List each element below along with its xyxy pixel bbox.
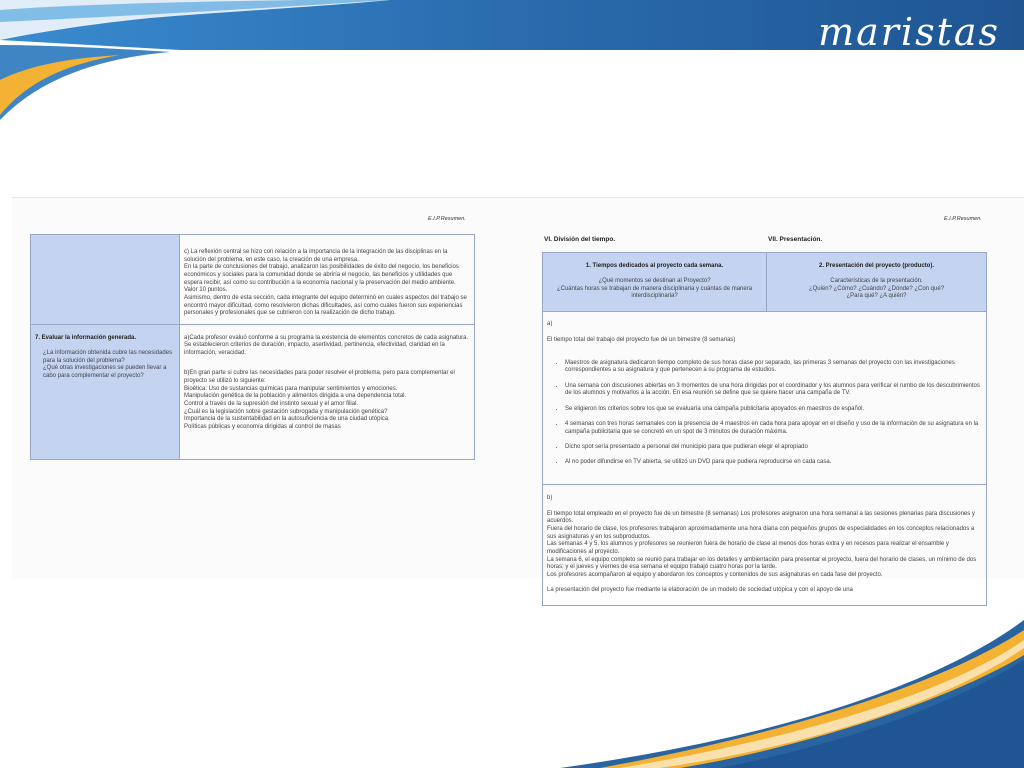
time-header-sub: ¿Qué momentos se destinan al Proyecto? ¿Cuántas horas se trabajan de manera disciplinaria y cuántas de manera interdisciplinaria? (556, 278, 753, 300)
table-row (31, 325, 475, 460)
section-presentation-title: VII. Presentación. (768, 236, 823, 243)
list-item: • Maestros de asignatura dedicaron tiempo completo de sus horas clase por separado, las primeras 3 semanas del proyecto con las investigaciones correspondientes a su asignatura y que pertenecen a su programa de estudios. (565, 360, 982, 375)
table-row (543, 311, 987, 485)
time-header-cell (543, 253, 767, 312)
right-page-header: E.I.P.Resumen. (944, 216, 982, 222)
table-cell-empty (31, 235, 180, 325)
section-b-cell (543, 485, 987, 605)
time-table (542, 252, 987, 606)
section-b-text: El tiempo total empleado en el proyecto fue de un bimestre (8 semanas) Los profesores asignaron una hora semanal a las sesiones plenarias para discusiones y acuerdos. Fuera del horario de clase, los profesores trabajaron aproximadamente una hora diaria con pequeños grupos de especialidades en los conceptos relacionados a sus asignaturas y en los subproductos. Las semanas 4 y 5, los alumnos y profesores se reunieron fuera de horario de clase al menos dos horas extra y en recesos para realizar el ensamble y modificaciones al proyecto. La semana 6, el equipo completo se reunió para trabajar en los detalles y ambientación para presentar el proyecto, fuera del horario de clases, un mínimo de dos horas; y el jueves y viernes de esa semana el equipo trabajó cuatro horas por la tarde. Los profesores acompañaron al equipo y abordaron los conceptos y contenidos de sus asignaturas en cada fase del proyecto. La presentación del proyecto fue mediante la elaboración de un modelo de sociedad utópica y con el apoyo de una (547, 510, 977, 594)
list-item: • Se eligieron los criterios sobre los que se evaluaría una campaña publicitaria apoyados en maestros de español. (565, 406, 982, 414)
section-division-title: VI. División del tiempo. (544, 236, 616, 243)
list-item: • Al no poder difundirse en TV abierta, se utilizó un DVD para que pudiera reproducirse en cada casa. (565, 459, 982, 467)
presentation-header-title: 2. Presentación del proyecto (producto). (818, 262, 935, 269)
section-a-list (547, 352, 982, 475)
bottom-swoosh (0, 600, 1024, 768)
list-item: • 4 semanas con tres horas semanales con la presencia de 4 maestros en cada hora para apoyar en el diseño y uso de la información de su asignatura en la campaña publicitaria que se concretó en un spot de 3 minutos de duración máxima. (565, 421, 982, 436)
left-swoosh (0, 40, 180, 140)
maristas-logo: maristas (818, 10, 1000, 54)
answer-b: b)En gran parte si cubre las necesidades para poder resolver el problema, pero para complementar el proyecto se utilizó lo siguiente: Bioética: Uso de sustancias químicas para manipular sentimientos y emociones. Manipulación genética de la población y alimentos dirigida a una dependencia total. Control a través de la supresión del instinto sexual y el amor filial. ¿Cuál es la legislación sobre gestación subrogada y manipulación genética? Importancia de la sustentabilidad en la autosuficiencia de una ciudad utópica. Políticas públicas y economía dirigidas al control de masas (184, 370, 455, 431)
section-a-intro: El tiempo total del trabajo del proyecto fue de un bimestre (8 semanas) (547, 336, 736, 343)
evaluate-info-cell (31, 325, 180, 460)
list-item: • Una semana con discusiones abiertas en 3 momentos de una hora dirigidas por el coordinador y los alumnos para verificar el rumbo de los descubrimientos de los alumnos y motivarlos a la acción. En esa reunión se define que se quiere hacer una campaña de TV. (565, 383, 982, 398)
presentation-header-cell (767, 253, 987, 312)
section-b-label: b) (547, 495, 553, 502)
evaluation-table (30, 234, 475, 460)
presentation-header-sub: Características de la presentación. ¿Quién? ¿Cómo? ¿Cuándo? ¿Dónde? ¿Con qué? ¿Para qué? ¿A quién? (808, 278, 945, 300)
section-a-label: a) (547, 321, 553, 328)
evaluation-answer-cell (180, 325, 475, 460)
list-item: • Dicho spot sería presentado a personal del municipio para que pudieran elegir el apropiado (565, 444, 982, 452)
section-a-cell (543, 311, 987, 485)
table-row (543, 485, 987, 605)
reflection-cell: c) La reflexión central se hizo con relación a la importancia de la integración de las disciplinas en la solución del problema, en este caso, la creación de una empresa. En la parte de conclusiones del trabajo, analizaron las posibilidades de éxito del negocio, los beneficios económicos y sociales para la comunidad donde se abriría el negocio, las beneficios y utilidades que espera recibir, así como su contribución a la economía nacional y la preservación del medio ambiente. Valor 10 puntos. Asimismo, dentro de esta sección, cada integrante del equipo determinó en cuales aspectos del trabajo se encontró mayor dificultad, como resolvieron dichas dificultades, así como cuales fueron sus experiencias personales y profesionales que se cubrieron con la realización de dicho trabajo. (180, 235, 475, 325)
evaluate-info-title: 7. Evaluar la información generada. (35, 334, 137, 341)
left-page-header: E.I.P.Resumen. (428, 216, 466, 222)
answer-a: a)Cada profesor evaluó conforme a su programa la existencia de elementos concretos de cada asignatura. Se establecieron criterios de duración, impacto, asertividad, pertinencia, efectividad, claridad en la información, veracidad. (184, 334, 469, 357)
table-row (31, 235, 475, 325)
evaluate-info-questions: ¿La información obtenida cubre las necesidades para la solución del problema? ¿Qué otras investigaciones se pueden llevar a cabo para complementar el proyecto? (43, 350, 173, 380)
time-header-title: 1. Tiempos dedicados al proyecto cada semana. (585, 262, 724, 269)
table-row (543, 253, 987, 312)
